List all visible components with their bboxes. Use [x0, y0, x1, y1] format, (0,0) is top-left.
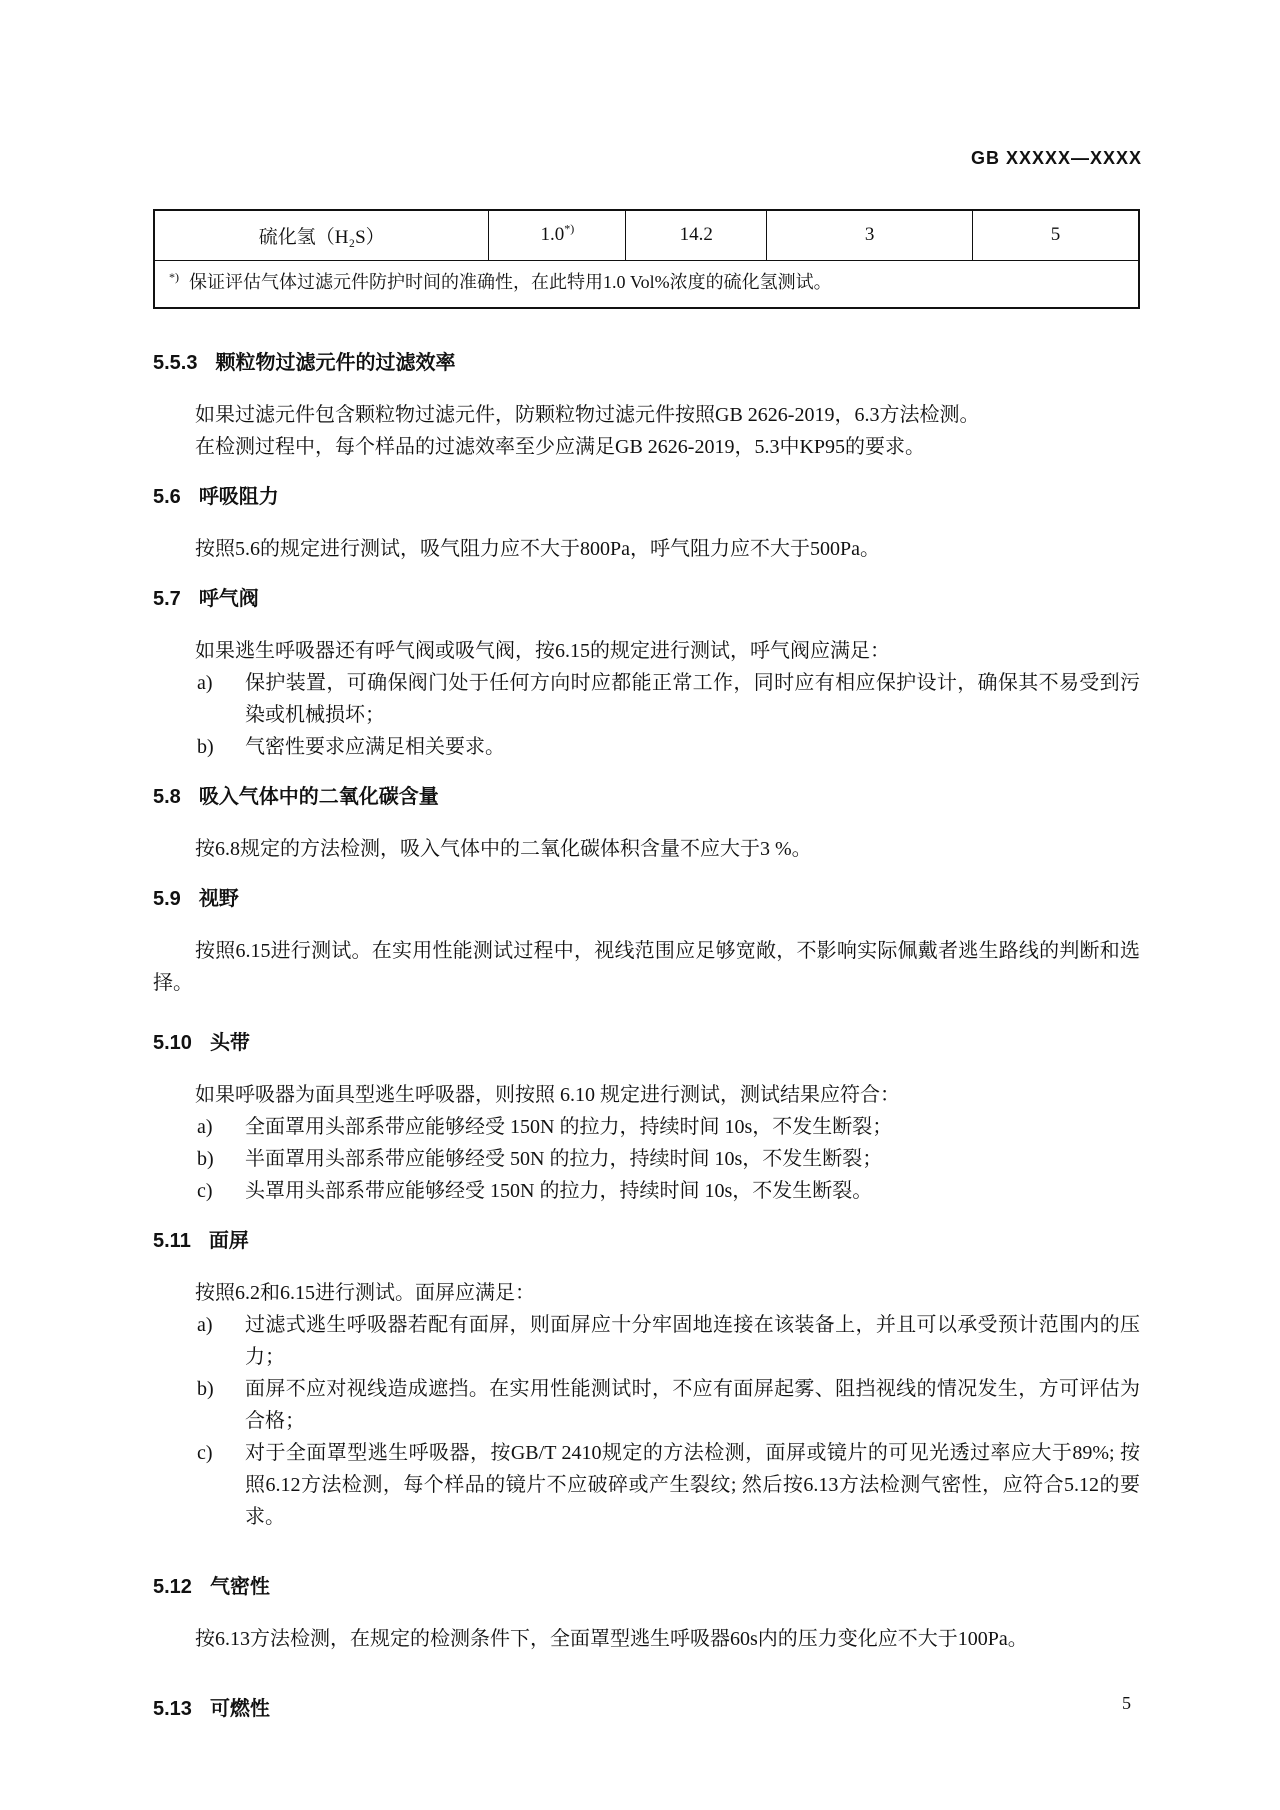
list-item-text: 半面罩用头部系带应能够经受 50N 的拉力，持续时间 10s，不发生断裂； [245, 1148, 883, 1170]
list-item [153, 1373, 1140, 1437]
section-heading-5-7 [153, 585, 1140, 613]
list-item-text: 对于全面罩型逃生呼吸器，按GB/T 2410规定的方法检测，面屏或镜片的可见光透过率应大于89%; 按照6.12方法检测，每个样品的镜片不应破碎或产生裂纹; 然后按6.13方法检测气密性，应符合5.12的要求。 [245, 1442, 1140, 1528]
paragraph: 按照5.6的规定进行测试，吸气阻力应不大于800Pa，呼气阻力应不大于500Pa。 [195, 538, 880, 560]
list-item-text: 全面罩用头部系带应能够经受 150N 的拉力，持续时间 10s，不发生断裂； [245, 1116, 893, 1138]
section-number: 5.9 [153, 888, 181, 910]
section-title: 可燃性 [209, 1698, 270, 1720]
section-heading-5-6 [153, 483, 1140, 511]
list-item [153, 667, 1140, 731]
table-footnote-row [154, 260, 1139, 308]
table-cell-concentration [489, 210, 626, 260]
section-title: 气密性 [209, 1576, 270, 1598]
section-title: 呼气阀 [198, 588, 259, 610]
section-number: 5.13 [153, 1698, 192, 1720]
section-title: 头带 [209, 1032, 250, 1054]
list-item-text: 头罩用头部系带应能够经受 150N 的拉力，持续时间 10s，不发生断裂。 [245, 1180, 873, 1202]
list-item-text: 过滤式逃生呼吸器若配有面屏，则面屏应十分牢固地连接在该装备上，并且可以承受预计范围内的压力； [245, 1314, 1140, 1368]
paragraph: 如果呼吸器为面具型逃生呼吸器，则按照 6.10 规定进行测试，测试结果应符合： [195, 1084, 900, 1106]
table-row [154, 210, 1139, 260]
section-number: 5.8 [153, 786, 181, 808]
list-item [153, 1309, 1140, 1373]
table-cell-substance: 硫化氢（H₂S） [154, 210, 489, 260]
paragraph: 按照6.15进行测试。在实用性能测试过程中，视线范围应足够宽敞，不影响实际佩戴者逃生路线的判断和选择。 [153, 940, 1140, 994]
section-heading-5-8 [153, 783, 1140, 811]
list-item-marker: b) [197, 1148, 214, 1170]
section-heading-5-10 [153, 1029, 1140, 1057]
section-number: 5.11 [153, 1230, 191, 1252]
list-item-text: 保护装置，可确保阀门处于任何方向时应都能正常工作，同时应有相应保护设计，确保其不易受到污染或机械损坏； [245, 672, 1140, 726]
paragraph: 在检测过程中，每个样品的过滤效率至少应满足GB 2626-2019，5.3中KP95的要求。 [195, 436, 926, 458]
section-title: 吸入气体中的二氧化碳含量 [198, 786, 439, 808]
table-cell-value-2: 14.2 [626, 210, 767, 260]
list-item [153, 1111, 1140, 1143]
section-number: 5.7 [153, 588, 181, 610]
list-item-text: 气密性要求应满足相关要求。 [245, 736, 505, 758]
list-item-marker: a) [197, 672, 213, 694]
paragraph: 按照6.2和6.15进行测试。面屏应满足： [195, 1282, 535, 1304]
paragraph: 如果逃生呼吸器还有呼气阀或吸气阀，按6.15的规定进行测试，呼气阀应满足： [195, 640, 890, 662]
section-title: 面屏 [208, 1230, 249, 1252]
section-heading-5-12 [153, 1573, 1140, 1601]
list-item-text: 面屏不应对视线造成遮挡。在实用性能测试时，不应有面屏起雾、阻挡视线的情况发生，方可评估为合格； [245, 1378, 1140, 1432]
section-heading-5-9 [153, 885, 1140, 913]
section-heading-5-13 [153, 1695, 1140, 1723]
footnote-reference: *) [564, 221, 575, 236]
list-item-marker: a) [197, 1314, 213, 1336]
table-footnote [154, 260, 1139, 308]
section-number: 5.12 [153, 1576, 192, 1598]
page-content [153, 209, 1140, 1745]
list-item-marker: b) [197, 1378, 214, 1400]
paragraph: 如果过滤元件包含颗粒物过滤元件，防颗粒物过滤元件按照GB 2626-2019，6.3方法检测。 [195, 404, 980, 426]
footnote-text: 保证评估气体过滤元件防护时间的准确性，在此特用1.0 Vol%浓度的硫化氢测试。 [189, 271, 832, 292]
paragraph: 按6.8规定的方法检测，吸入气体中的二氧化碳体积含量不应大于3 %。 [195, 838, 812, 860]
gas-test-table [153, 209, 1140, 309]
list-item [153, 1175, 1140, 1207]
page-number: 5 [1122, 1693, 1131, 1713]
section-number: 5.5.3 [153, 352, 198, 374]
list-item-marker: c) [197, 1180, 213, 1202]
table-cell-value-4: 5 [973, 210, 1139, 260]
standard-number-header: GB XXXXX—XXXX [970, 148, 1142, 168]
paragraph: 按6.13方法检测，在规定的检测条件下，全面罩型逃生呼吸器60s内的压力变化应不大于100Pa。 [195, 1628, 1028, 1650]
list-item-marker: c) [197, 1442, 213, 1464]
list-item [153, 1437, 1140, 1533]
list-item-marker: b) [197, 736, 214, 758]
section-title: 视野 [198, 888, 239, 910]
section-heading-5-5-3 [153, 349, 1140, 377]
table-cell-value-3: 3 [767, 210, 973, 260]
section-heading-5-11 [153, 1227, 1140, 1255]
section-title: 呼吸阻力 [198, 486, 279, 508]
list-item-marker: a) [197, 1116, 213, 1138]
list-item [153, 1143, 1140, 1175]
list-item [153, 731, 1140, 763]
concentration-value: 1.0 [540, 224, 565, 246]
section-title: 颗粒物过滤元件的过滤效率 [215, 352, 456, 374]
footnote-marker: *) [169, 269, 179, 284]
section-number: 5.10 [153, 1032, 192, 1054]
section-number: 5.6 [153, 486, 181, 508]
